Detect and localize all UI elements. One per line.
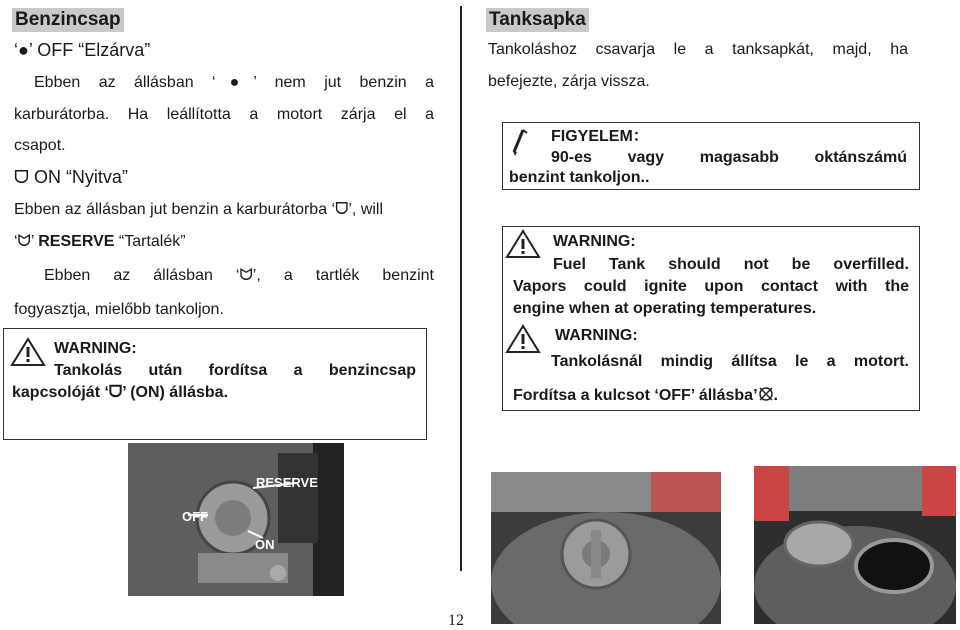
warning2-title: WARNING: — [555, 327, 638, 344]
warning1-line2: Vapors could ignite upon contact with the — [513, 278, 909, 295]
fuel-cap-intro-line1: Tankoláshoz csavarja le a tanksapkát, majd, ha — [488, 41, 908, 58]
notice-line1: 90-es vagy magasabb oktánszámú — [551, 149, 907, 166]
off-position-heading: ‘●’ OFF “Elzárva” — [14, 40, 151, 60]
off-description-line3: csapot. — [14, 137, 66, 154]
notice-line2: benzint tankoljon.. — [509, 169, 650, 186]
warning1-line1: Fuel Tank should not be overfilled. — [553, 256, 909, 273]
warning1-line3: engine when at operating temperatures. — [513, 300, 817, 317]
warning-title: WARNING: — [54, 340, 137, 357]
fuel-cap-closed-illustration — [491, 472, 721, 624]
warning2-line2 — [513, 386, 778, 405]
warning-line1: Tankolás után fordítsa a benzincsap — [54, 362, 416, 379]
overfill-warning-box — [502, 226, 920, 326]
photo-label-reserve: RESERVE — [256, 475, 318, 490]
pencil-note-icon — [509, 127, 531, 157]
fuel-cap-closed-photo — [491, 472, 721, 624]
warning2-line2-end: . — [773, 387, 778, 404]
photo-label-on: ON — [255, 537, 275, 552]
fuel-valve-warning-box — [3, 328, 427, 440]
fuel-cap-open-photo — [754, 466, 956, 624]
on-description: Ebben az állásban jut benzin a karburátorba ‘ᗜ’, will — [14, 201, 384, 218]
section-title-fuel-cap: Tanksapka — [486, 8, 589, 32]
photo-label-off: OFF — [182, 509, 208, 524]
fuel-cap-open-illustration — [754, 466, 956, 624]
notice-title: FIGYELEM： — [551, 128, 649, 145]
off-description-line2: karburátorba. Ha leállította a motort zárja el a — [14, 106, 434, 123]
reserve-label: RESERVE — [38, 233, 115, 250]
engine-off-warning-box — [502, 322, 920, 411]
section-title-fuel-valve: Benzincsap — [12, 8, 124, 32]
off-description-line1: Ebben az állásban ‘●’ nem jut benzin a — [34, 74, 434, 91]
warning-line2: kapcsolóját ‘ᗜ’ (ON) állásba. — [12, 384, 229, 401]
key-off-icon — [758, 386, 774, 402]
warning-triangle-icon — [505, 229, 541, 259]
octane-notice-box — [502, 122, 920, 190]
on-position-heading: ᗜ ON “Nyitva” — [14, 167, 128, 187]
warning1-title: WARNING: — [553, 233, 636, 250]
fuel-valve-photo — [128, 443, 344, 596]
reserve-symbol: ‘ᗢ’ — [14, 233, 35, 250]
fuel-valve-illustration — [128, 443, 344, 596]
warning2-line1: Tankolásnál mindig állítsa le a motort. — [551, 353, 909, 370]
page-number: 12 — [448, 612, 464, 629]
warning-triangle-icon — [10, 337, 46, 367]
reserve-position-heading — [14, 232, 186, 251]
warning2-line2-text: Fordítsa a kulcsot ‘OFF’ állásba’ — [513, 387, 758, 404]
reserve-description-line2: fogyasztja, mielőbb tankoljon. — [14, 301, 224, 318]
reserve-description-line1: Ebben az állásban ‘ᗢ’, a tartlék benzint — [44, 267, 434, 284]
reserve-hungarian: “Tartalék” — [118, 233, 186, 250]
column-divider — [460, 6, 462, 571]
warning-triangle-icon — [505, 324, 541, 354]
fuel-cap-intro-line2: befejezte, zárja vissza. — [488, 73, 650, 90]
